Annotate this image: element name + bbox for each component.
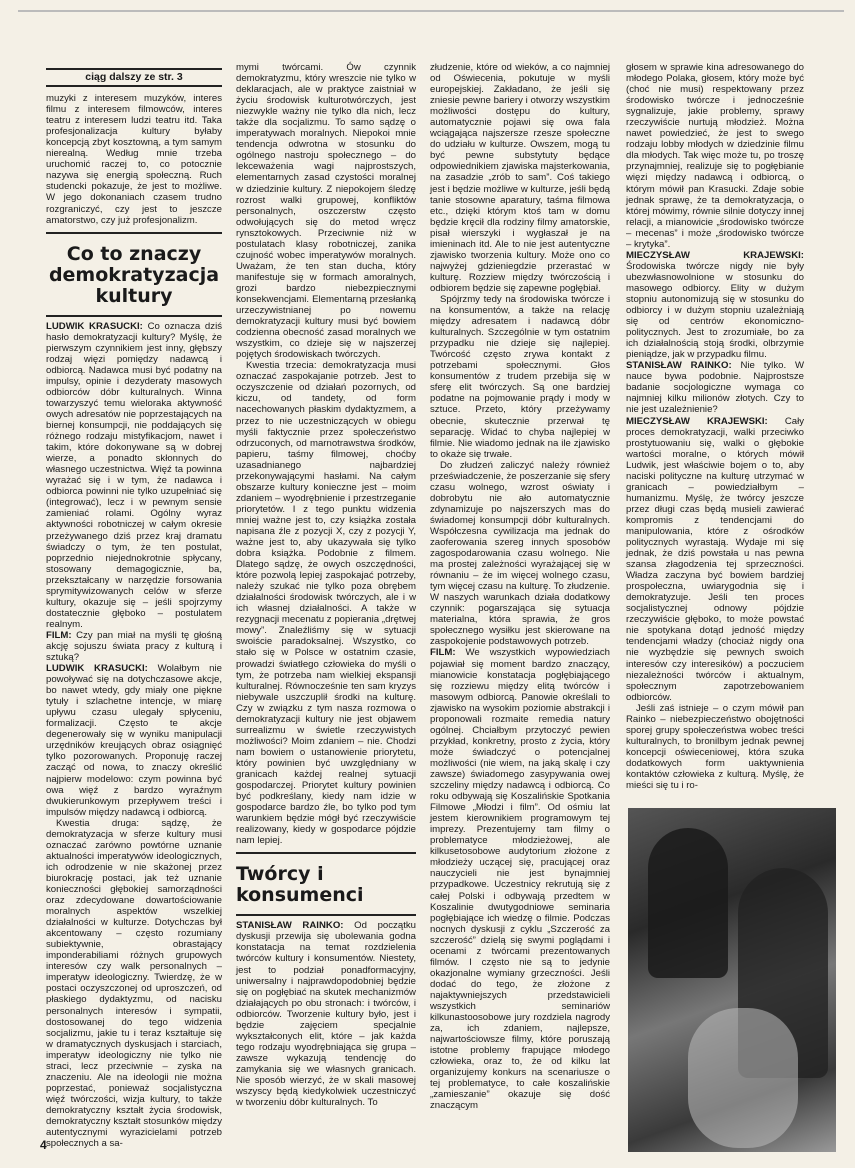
col4-p5: Jeśli zaś istnieje – o czym mówił pan Rainko – niebezpieczeństwo obojętności sporej grupy społeczeństwa wobec treści kulturalnych, to bronilbym jednak pewnej koncepcji oświeceniowej, która szuka dodatkowych form uaktywnienia kontaktów człowieka z kulturą. Myślę, że mieści się tu i ro- (626, 702, 804, 792)
speaker-label: FILM: (430, 647, 456, 659)
photo-figure (648, 828, 728, 978)
col1-krasucki-3: Kwestia druga: sądzę, że demokratyzacja w sferze kultury musi oznaczać zarówno powtórne uznanie aktualności imperatywów ideologicznych, ich odrodzenie w nie skażonej przez biurokrację postaci, jak też uznanie konieczności głębokiej samorządności oraz zdecydowane dowartościowanie moralnych aspektów wszelkiej działalności w kulturze. Dotychczas był akcentowany – często rozumiany subiektywnie, obrastający imponderabiliami różnych grupowych interesów czy walk personalnych – imperatyw ideologiczny. Twierdzę, że w postaci oczyszczonej od uproszczeń, od płaskiego dydaktyzmu, od nacisku personalnych interesów i sympatii, dostosowanej do tego widzenia socjalizmu, jakie tu i teraz kształtuje się w dramatycznych dyskusjach i starciach, imperatyw ideologiczny nie tylko nie straci, lecz przeciwnie – zyska na znaczeniu. Ale na ideologii nie można poprzestać, ponieważ socjalistyczna więź twórczości, wizja kultury, to także demokratyczny kształt życia środowisk, demokratyczny kształt stosunków między autentycznymi wyrazicielami potrzeb społecznych a sa- (46, 817, 222, 1150)
statement-text: Cały proces demokratyzacji, walki przeciwko prostytuowaniu się, walki o głębokie wartości moralne, o których mówił Ludwik, jest właściwie bojem o to, aby naciski polityczne na kulturę utrzymać w granicach – powiedziałbym – humanizmu. Myślę, że twórcy jeszcze przez długi czas będą musieli zawierać kompromis z tendencjami do manipulowania, które z ośrodków politycznych wyrastają. Wydaje mi się jednak, że dziś powstała u nas pewna szansa złagodzenia tej sprzeczności. Władza zaczyna być bowiem bardziej prospołeczna, uwiarygodnia się i demokratyzuje. Jeśli ten proces socjalistycznej odnowy pójdzie rzeczywiście głęboko, to może powstać nie spotykana dotąd jedność między tendencjami władzy (chociaż nigdy ona nie wyzbędzie się pewnych swoich interesów czy interesików) a poczuciem niezależności twórców i aktualnym, społecznym zapotrzebowaniem odbiorców. (626, 415, 805, 703)
photo-figure (688, 1008, 798, 1148)
film-still-photo (628, 808, 836, 1152)
col2-p1: mymi twórcami. Ów czynnik demokratyzmu, który wreszcie nie tylko w deklaracjach, ale w praktyce zaistniał w życiu środowisk kulturotwórczych, jest niezwykle ważny nie tylko dla nich, lecz także dla socjalizmu. To samo sądzę o imperatywach moralnych. Niepokoi mnie tendencja odwrotna w stosunku do ogólnego nastroju społecznego – do lekceważenia wagi najprostszych, elementarnych zasad czystości moralnej w dziedzinie kultury. Z niepokojem śledzę rozrost walki grupowej, konfliktów personalnych, oszczerstw często odwołujących się do metod wręcz rynsztokowych. Przeciwnie niż w postulatach klasy robotniczej, zanika czujność wobec imperatywów moralnych. Uważam, że ten stan ducha, który manifestuje się w formach amoralnych, grozi bardzo niebezpiecznymi konsekwencjami. Elementarną przesłanką urzeczywistnianej po nowemu demokratyzacji kultury musi być bowiem codzienna obecność zasad moralnych we wszystkim, co dzieje się w najszerzej pojętych środowiskach twórczych. (236, 62, 416, 361)
col4-p1: głosem w sprawie kina adresowanego do młodego Polaka, głosem, który może być (choć nie musi) respektowany przez środowisko twórcze i jednocześnie sygnalizuje, jakie problemy, sprawy rzeczywiście nurtują młodzież. Można nawet powiedzieć, że jest to swego rodzaju lobby młodych w dziedzinie filmu dla młodych. Tak więc może tu, po troszę przynajmniej, realizuje się to pogłębianie więzi między nadawcą i odbiorcą, o którym mówił pan Krasucki. Zdaje sobie jednak sprawę, że ta demokratyzacja, o której mówimy, równie silnie dotyczy innej relacji, a mianowicie „środowisko twórcze – mecenas” i może „środowisko twórcze – krytyka”. (626, 62, 804, 250)
col1-krasucki-2 (46, 663, 222, 818)
speaker-label: MIECZYSŁAW KRAJEWSKI: (626, 249, 804, 261)
statement-text: We wszystkich wypowiedziach pojawiał się moment bardzo znaczący, mianowicie konstatacja pogłębiającego się rozziewu między elitą twórców i masowym odbiorcą. Panowie określali to zjawisko na wysokim poziomie abstrakcji i proponowali rozmaite remedia natury ogólnej. Chciałbym przytoczyć pewien przykład, konkretny, prosto z życia, który może świadczyć o potencjalnej możliwości (nie wiem, na jaką skalę i czy zawsze) świadomego zasypywania owej szczeliny między nadawcą i odbiorcą. Co roku odbywają się Koszalińskie Spotkania Filmowe „Młodzi i film”. Od ośmiu lat jestem kierownikiem programowym tej imprezy. Prezentujemy tam filmy o problematyce młodzieżowej, ale kilkusetosobowe audytorium złożone z młodzieży uczącej się, pracującej oraz nauczycieli nie jest bynajmniej przypadkowe. Uczestnicy rekrutują się z całej Polski i odbywają przedtem w Koszalinie dwutygodniowe seminaria pogłębiające ich wiedzę o filmie. Podczas nocnych dyskusji z cyklu „Szczerość za szczerość” dzielą się swymi poglądami i ocenami z twórcami prezentowanych filmów. I często nie są to jedynie okazjonalne wymiany grzeczności. Jeśli dodać do tego, że złożone z najaktywniejszych przedstawicieli wszystkich seminariów kilkunastoosobowe jury rozdziela nagrody za, ich zdaniem, najlepsze, najwartościowsze filmy, które poruszają istotne problemy frapujące młodego człowieka, oraz to, że od kilku lat organizujemy konkurs na scenariusze o tej problematyce, to całe koszalińskie „zamieszanie” okazuje się dość znaczącym (430, 647, 610, 1112)
continued-label: ciąg dalszy ze str. 3 (85, 71, 183, 83)
statement-text: Od początku dyskusji przewija się ubolewania godna konstatacja na temat rozdzielenia twórców kultury i konsumentów. Niestety, jest to podział ponadformacyjny, uniwersalny i najprawdopodobniej będzie się on pogłębiać na skutek mechanizmów działających po obu stronach: i twórców, i odbiorców. Tworzenie kultury było, jest i będzie zajęciem specjalnie wykształconych elit, które – jak każda tego rodzaju wyodrębniająca się grupa – zawsze wykazują tendencję do zamykania się we własnych granicach. Nie sposób wierzyć, że w skali masowej wszyscy będą kiedykolwiek uczestniczyć w tworzeniu dóbr kulturalnych. To (236, 920, 416, 1109)
column-4 (626, 62, 804, 791)
col2-rainko (236, 920, 416, 1108)
col1-intro: muzyki z interesem muzyków, interes filmu z interesem filmowców, interes teatru z interesem ludzi teatru itd. Taka profesjonalizacja kultury byłaby koncepcją zbyt kosztowną, a tym samym nierealną. Według mnie trzeba uruchomić raczej to, co potocznie nazywa się energią społeczną. Ruch studencki pokazuje, że jest to możliwe. W jego dokonaniach czasem trudno rozgraniczyć, czy jest to jeszcze amatorstwo, czy już profesjonalizm. (46, 93, 222, 226)
statement-text: Wolałbym nie powoływać się na dotychczasowe akcje, bo nawet wtedy, gdy miały one piękne tytuły i szlachetne intencje, w miarę upływu czasu ulegały spłyceniu, formalizacji. Często te akcje degenerowały się w wyniku manipulacji urzędników kreujących obraz osiągnięć tylko pozorowanych. Proponuję raczej zacząć od nowa, to znaczy określić najpierw modelowo: czym powinna być owa więź z bardzo wyraźnym dwukierunkowym przepływem treści i impulsów między nadawcą i odbiorcą. (46, 663, 222, 818)
col3-p1: złudzenie, które od wieków, a co najmniej od Oświecenia, pokutuje w myśli europejskiej. Zakładano, że jeśli się zniesie pewne bariery i otworzy wszystkim możliwości dostępu do kultury, automatycznie pojawi się owa fala wciągająca najszersze rzesze społeczne do udziału w kulturze. Owszem, mogą tu być pewne substytuty będące odpowiednikiem zjawiska majsterkowania, na zasadzie „zrób to sam”. Coś takiego jest i będzie możliwe w kulturze, jeśli będą tanie stosowne aparatury, taśma filmowa etc., dzięki którym ktoś tam w domu będzie kręcił dla rodziny filmy amatorskie, pisał wierszyki i wygłaszał je na imieninach itd. Ale to nie jest autentyczne zjawisko tworzenia kultury. Może ono co najwyżej gdzieniegdzie przerastać w kulturę. Rozziew między twórczością i odbiorem będzie się zapewne pogłębiał. (430, 62, 610, 294)
heading2-rule (236, 852, 416, 854)
continued-rule-bottom (46, 85, 222, 87)
heading-creators-consumers: Twórcy i konsumenci (236, 863, 364, 907)
heading1-rule-bottom (46, 315, 222, 317)
col4-rainko (626, 360, 804, 415)
col3-film (430, 647, 610, 1111)
col2-p2: Kwestia trzecia: demokratyzacja musi oznaczać zaspokajanie potrzeb. Jest to oczyszczenie od działań pozornych, od kiczu, od tandety, od form nacechowanych płaskim dydaktyzmem, a przez to nie uczestniczących w obiegu myśli faktycznie przez społeczeństwo odrzuconych, od marnotrawstwa środków, papieru, taśmy filmowej, choćby uzasadnianego najbardziej przekonywającymi hasłami. Na całym obszarze kultury konieczne jest – moim zdaniem – wyodrębnienie i przestrzeganie priorytetów. I z tego punktu widzenia mniej ważne jest to, czy książka została napisana źle z pozycji X, czy z pozycji Y, ważne jest to, aby ukazywała się tylko dobra książka. Podobnie z filmem. Dlatego sądzę, że owych oszczędności, które pozwolą lepiej zaspokajać potrzeby, należy szukać nie tylko poza obrębem działalności środowisk twórczych, ale i w ich własnej działalności. A także w rezygnacji mecenatu z popierania „drętwej mowy”. Znaleźliśmy się w sytuacji swoiście paradoksalnej. Wszystko, co stało się w Polsce w ostatnim czasie, prowadzi światłego człowieka do myśli o tym, że potrzeba nam wielkiej ekspansji kulturalnej. Równocześnie ten sam kryzys niebywale uszczuplił środki na kulturę. Czy w związku z tym nasza rozmowa o demokratyzacji kultury nie jest objawem surrealizmu w świetle rzeczywistych możliwości? Moim zdaniem – nie. Chodzi nam bowiem o ustanowienie priorytetu, który powinien być uwzględniany w granicach każdej realnej sytuacji gospodarczej. Priorytet kultury powinien być podkreślany, kiedy nam idzie w gospodarce bardzo źle, bo tylko pod tym warunkiem będzie mógł być rzeczywiście realizowany, kiedy w gospodarce pójdzie nam lepiej. (236, 360, 416, 847)
col3-p3: Do złudzeń zaliczyć należy również przeświadczenie, że poszerzanie się sfery czasu wolnego, wzrost oświaty i dobrobytu nie ało automatycznie zdynamizuje po najszerszych mas do świadomej konsumpcji dóbr kulturalnych. Współczesna cywilizacja ma jednak do zaoferowania szereg innych sposobów zagospodarowania czasu wolnego. Nie ma prostej zależności wyrażającej się w równaniu – że im więcej wolnego czasu, tym więcej czasu na kulturę. To złudzenie. W naszych warunkach działa dodatkowy czynnik: pogarszająca się sytuacja materialna, która sprawia, że gros społecznego wysiłku jest skierowane na zaspokojenie podstawowych potrzeb. (430, 459, 610, 648)
page-number: 4 (40, 1138, 47, 1152)
col4-krajewski-2 (626, 416, 804, 703)
column-2 (236, 62, 416, 1108)
top-rule (18, 10, 844, 12)
column-3 (430, 62, 610, 1111)
statement-text: Co oznacza dziś hasło demokratyzacji kultury? Myślę, że pierwszym czynnikiem jest inny, głębszy rodzaj więzi pomiędzy nadawcą i odbiorcą. Nadawca musi być podatny na impulsy, opinie i dezyderaty masowych odbiorców dóbr kulturalnych. Winna towarzyszyć temu wielorakа aktywność owych adresatów nie poprzestających na biernej konsumpcji, nie poddających się różnego rodzaju mistyfikacjom, nawet i takim, które dokonywane są w dobrej wierze, a ponadto skłonnych do własnego uczestnictwa. Więź ta powinna wyrażać się i w tym, że nadawca i odbiorca powinni nie tylko uzupełniać się (integrować), lecz i w pewnym sensie zamieniać rolami. Ogólny wyraz aktywności robotniczej w całym okresie przeżywanego dziś przez kraj dramatu świadczy o tym, że ten postulat, poprzednio niejednokrotnie spłycany, stosowany demagogicznie, ba, przekształcany w narzędzie forsowania sprymitywizowanych celów w sferze kultury, okazuje się – jeśli spojrzymy dostatecznie głęboko – postulatem realnym. (46, 320, 222, 630)
col4-krajewski-1 (626, 250, 804, 360)
col1-film-question (46, 630, 222, 663)
col1-krasucki-1 (46, 321, 222, 630)
heading-democratization: Co to znaczy demokratyzacja kultury (48, 242, 220, 307)
speaker-label: LUDWIK KRASUCKI: (46, 320, 143, 332)
col3-p2: Spójrzmy tedy na środowiska twórcze i na konsumentów, a także na relację między adresatem i nadawcą dóbr kulturalnych. Szczególnie w tym ostatnim przypadku nie dzieje się najlepiej. Twórcość często zrywa kontakt z potrzebami społecznymi. Głos konsumentów z trudem przebija się w sferę elit twórczych. Są one bardziej podatne na pojmowanie prądy i mody w sztuce. Przeto, który przeżywamy obecnie, skutecznie przerwał tę separację. Widać to chyba najlepiej w filmie. Nie wiadomo jednak na ile zjawisko to okaże się trwałe. (430, 293, 610, 460)
statement-text: Środowiska twórcze nigdy nie były ubezwłasnowolnione w stosunku do masowego odbiorcy. Elity w dużym stopniu autonomizują się w stosunku do odbiorcy i w dużym stopniu uzależniają się od centrów ekonomiczno-politycznych. Jest to zrozumiałe, bo za ich działalnością stoją środki, olbrzymie pieniądze, jak w przypadku filmu. (626, 260, 804, 361)
column-1 (46, 68, 222, 1149)
speaker-label: LUDWIK KRASUCKI: (46, 663, 148, 675)
heading2-rule-bottom (236, 914, 416, 916)
speaker-label: MIECZYSŁAW KRAJEWSKI: (626, 415, 768, 427)
speaker-label: STANISŁAW RAINKO: (236, 920, 344, 932)
speaker-label: STANISŁAW RAINKO: (626, 360, 732, 372)
statement-text: Nie tylko. W nauce bywa podobnie. Najprostsze badanie socjologiczne wymaga co najmniej kilku milionów złotych. Czy to nie jest uzależnienie? (626, 360, 805, 416)
question-text: Czy pan miał na myśli tę głośną akcję sojuszu świata pracy z kulturą i sztuką? (46, 629, 223, 664)
speaker-label: FILM: (46, 629, 72, 641)
heading1-rule (46, 232, 222, 234)
